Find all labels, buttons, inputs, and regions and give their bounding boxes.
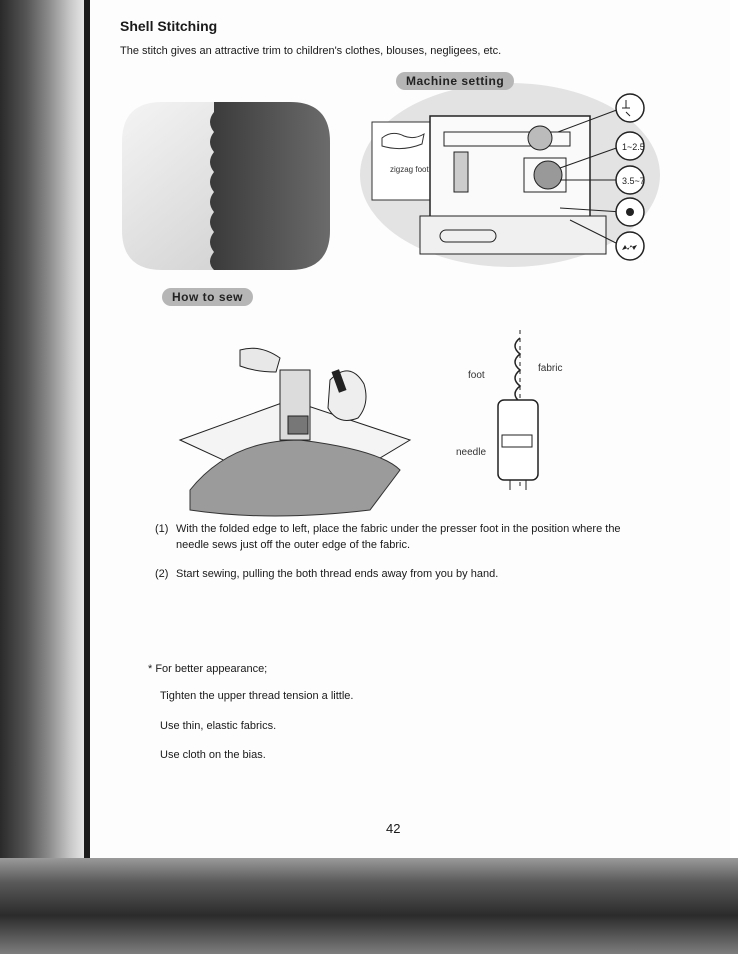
step-text: With the folded edge to left, place the fabric under the presser foot in the position where the needle sews just off the outer edge of the fabric. bbox=[176, 523, 621, 551]
intro-text: The stitch gives an attractive trim to children's clothes, blouses, negligees, etc. bbox=[120, 45, 502, 57]
sewing-machine-diagram bbox=[360, 80, 670, 270]
page-title: Shell Stitching bbox=[120, 18, 218, 34]
stitch-width-value: 1~2.5 bbox=[622, 142, 645, 152]
step-number: (1) bbox=[155, 523, 169, 535]
machine-setting-badge: Machine setting bbox=[396, 72, 514, 90]
bottom-scan-shadow bbox=[0, 858, 738, 954]
page-number: 42 bbox=[386, 821, 401, 836]
needle-label: needle bbox=[456, 447, 487, 458]
step-text: Start sewing, pulling the both thread ends away from you by hand. bbox=[176, 568, 499, 580]
book-spine-shadow bbox=[0, 0, 88, 954]
sewing-hands-illustration bbox=[170, 330, 420, 520]
how-to-sew-badge: How to sew bbox=[162, 288, 253, 306]
presser-foot-diagram bbox=[450, 330, 580, 490]
stitch-length-value: 3.5~7 bbox=[622, 176, 645, 186]
tip-item: Tighten the upper thread tension a little. bbox=[160, 690, 354, 702]
tips-heading: * For better appearance; bbox=[148, 663, 268, 675]
foot-label: foot bbox=[468, 370, 485, 381]
tip-item: Use thin, elastic fabrics. bbox=[160, 720, 277, 732]
fabric-sample-illustration bbox=[122, 102, 330, 270]
step-1 bbox=[155, 521, 655, 553]
tip-item: Use cloth on the bias. bbox=[160, 749, 266, 761]
step-2 bbox=[155, 566, 655, 582]
fabric-label: fabric bbox=[538, 363, 563, 374]
zigzag-foot-label: zigzag foot bbox=[390, 165, 429, 174]
step-number: (2) bbox=[155, 568, 169, 580]
